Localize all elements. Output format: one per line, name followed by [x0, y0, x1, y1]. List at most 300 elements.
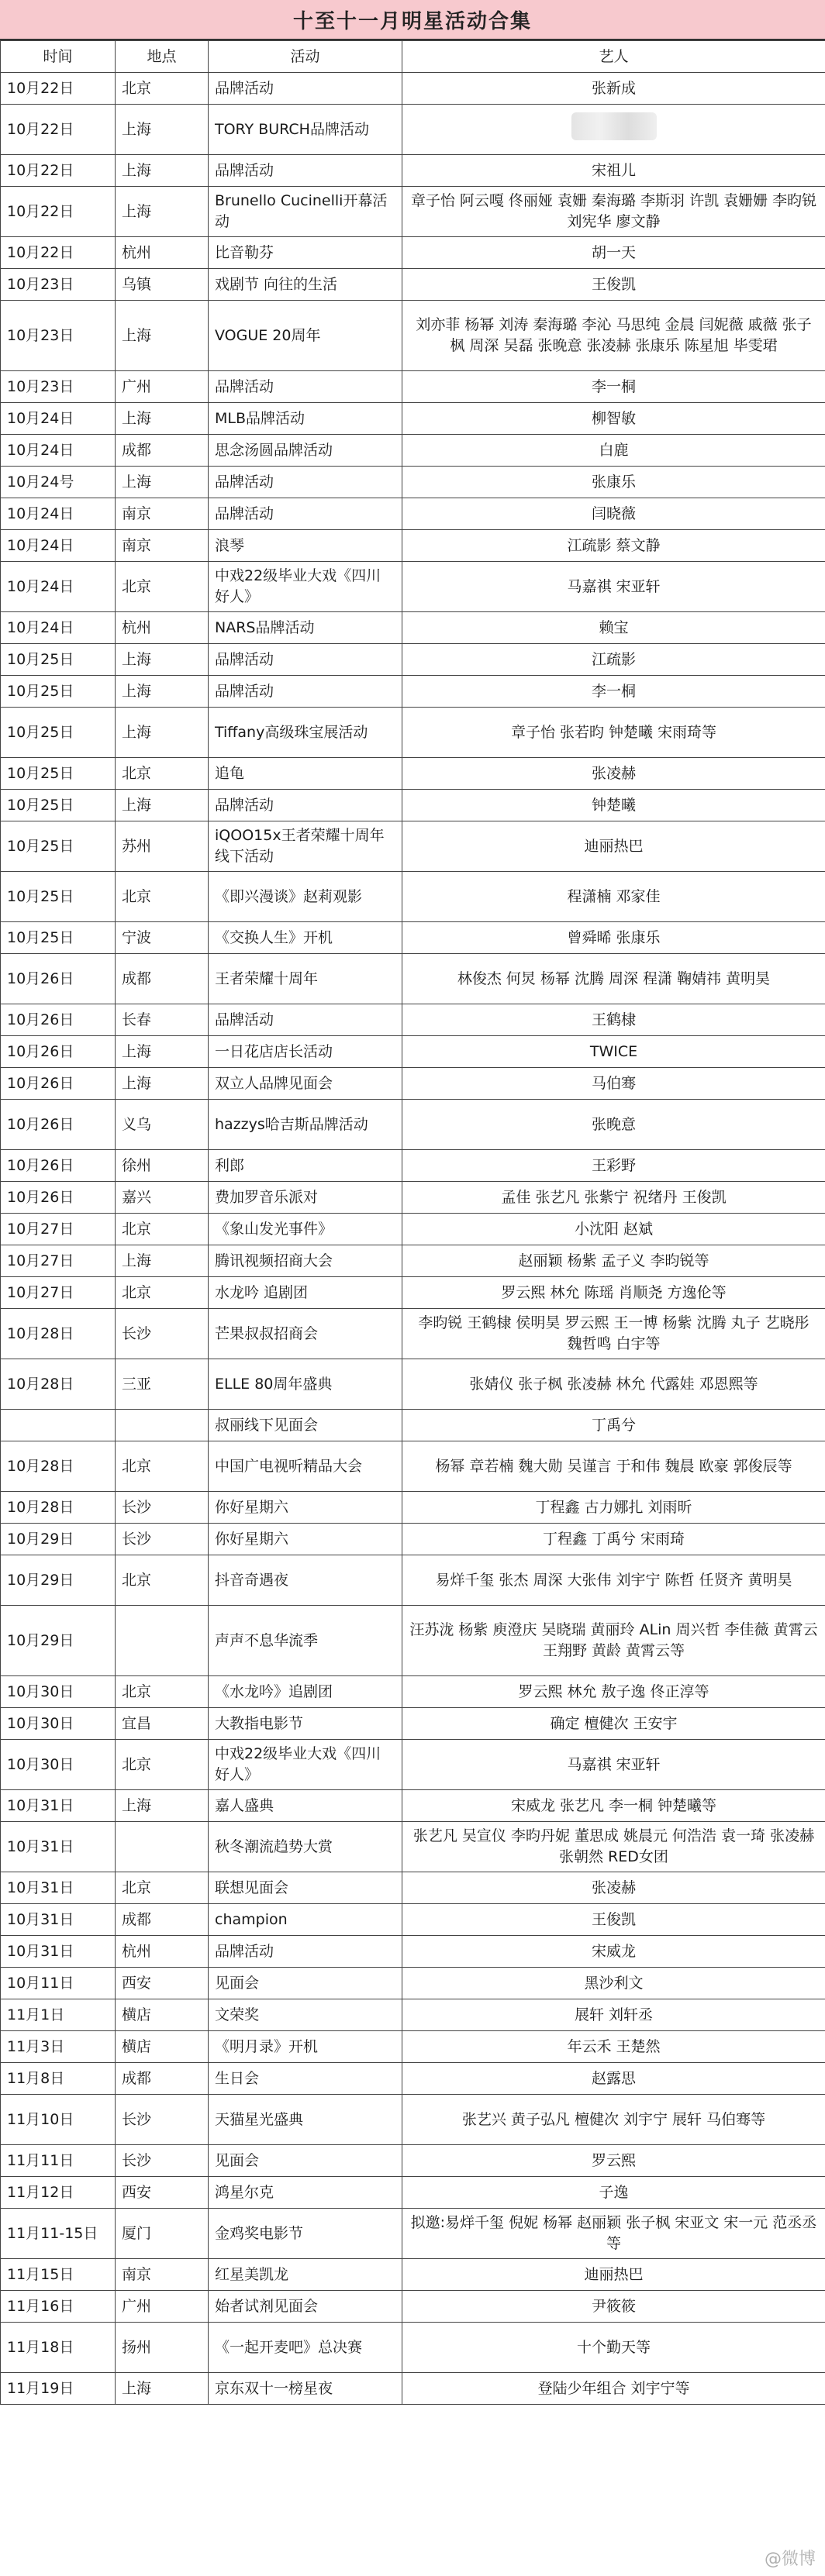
cell-date: 10月25日	[1, 790, 116, 821]
cell-activity: 你好星期六	[209, 1524, 402, 1555]
cell-location: 北京	[116, 73, 209, 105]
cell-artists: 李昀锐 王鹤棣 侯明昊 罗云熙 王一博 杨紫 沈腾 丸子 艺晓彤 魏哲鸣 白宇等	[402, 1309, 825, 1359]
cell-date: 10月25日	[1, 758, 116, 790]
cell-location	[116, 1822, 209, 1872]
cell-artists: 杨幂 章若楠 魏大勋 吴谨言 于和伟 魏晨 欧豪 郭俊辰等	[402, 1441, 825, 1492]
cell-date: 10月24日	[1, 562, 116, 612]
cell-artists: 赖宝	[402, 612, 825, 644]
cell-activity: 声声不息华流季	[209, 1606, 402, 1676]
cell-activity: VOGUE 20周年	[209, 301, 402, 371]
table-row	[1, 1004, 825, 1036]
table-row	[1, 1822, 825, 1872]
cell-location: 南京	[116, 530, 209, 562]
cell-artists: 江疏影	[402, 644, 825, 676]
cell-location: 西安	[116, 1968, 209, 1999]
table-row	[1, 1524, 825, 1555]
table-row	[1, 301, 825, 371]
cell-location: 乌镇	[116, 269, 209, 301]
cell-location: 成都	[116, 1904, 209, 1936]
cell-date: 10月23日	[1, 269, 116, 301]
table-row	[1, 403, 825, 435]
cell-activity: 鸿星尔克	[209, 2177, 402, 2209]
cell-activity: 品牌活动	[209, 467, 402, 498]
cell-location: 宜昌	[116, 1708, 209, 1740]
table-row	[1, 1245, 825, 1277]
cell-date: 10月26日	[1, 1068, 116, 1100]
cell-date: 10月31日	[1, 1904, 116, 1936]
cell-activity: MLB品牌活动	[209, 403, 402, 435]
cell-location: 北京	[116, 1872, 209, 1904]
cell-date: 10月25日	[1, 644, 116, 676]
table-row	[1, 2373, 825, 2405]
cell-date: 10月26日	[1, 1100, 116, 1150]
cell-date: 11月15日	[1, 2259, 116, 2291]
cell-artists: 罗云熙	[402, 2145, 825, 2177]
cell-activity: Tiffany高级珠宝展活动	[209, 708, 402, 758]
table-row	[1, 498, 825, 530]
table-row	[1, 269, 825, 301]
table-row	[1, 371, 825, 403]
cell-activity: NARS品牌活动	[209, 612, 402, 644]
cell-artists: 罗云熙 林允 敖子逸 佟正淳等	[402, 1676, 825, 1708]
cell-activity: 生日会	[209, 2063, 402, 2095]
cell-artists: 章子怡 阿云嘎 佟丽娅 袁姗 秦海璐 李斯羽 许凯 袁姗姗 李昀锐 刘宪华 廖文静	[402, 187, 825, 237]
cell-location: 扬州	[116, 2323, 209, 2373]
table-row	[1, 1309, 825, 1359]
cell-location	[116, 1606, 209, 1676]
cell-artists: 子逸	[402, 2177, 825, 2209]
cell-date: 10月22日	[1, 73, 116, 105]
table-row	[1, 1100, 825, 1150]
cell-artists: 迪丽热巴	[402, 2259, 825, 2291]
cell-artists: 李一桐	[402, 371, 825, 403]
cell-activity: 红星美凯龙	[209, 2259, 402, 2291]
table-row	[1, 2259, 825, 2291]
cell-artists: 曾舜晞 张康乐	[402, 922, 825, 954]
cell-location: 杭州	[116, 237, 209, 269]
cell-activity: 追龟	[209, 758, 402, 790]
cell-activity: 浪琴	[209, 530, 402, 562]
cell-activity: 金鸡奖电影节	[209, 2209, 402, 2259]
cell-location: 上海	[116, 644, 209, 676]
cell-activity: 品牌活动	[209, 1936, 402, 1968]
cell-location: 北京	[116, 1555, 209, 1606]
table-row	[1, 1214, 825, 1245]
cell-location: 上海	[116, 2373, 209, 2405]
cell-activity: champion	[209, 1904, 402, 1936]
cell-location: 成都	[116, 435, 209, 467]
cell-location: 横店	[116, 2031, 209, 2063]
cell-date: 10月24日	[1, 530, 116, 562]
table-row	[1, 1555, 825, 1606]
cell-location: 上海	[116, 1245, 209, 1277]
table-row	[1, 73, 825, 105]
header-activity: 活动	[209, 41, 402, 73]
cell-activity: iQOO15x王者荣耀十周年线下活动	[209, 821, 402, 872]
cell-date: 11月12日	[1, 2177, 116, 2209]
cell-date: 10月30日	[1, 1676, 116, 1708]
cell-artists: 张凌赫	[402, 758, 825, 790]
cell-activity: 《象山发光事件》	[209, 1214, 402, 1245]
cell-artists: 易烊千玺 张杰 周深 大张伟 刘宇宁 陈哲 任贤齐 黄明昊	[402, 1555, 825, 1606]
cell-location: 义乌	[116, 1100, 209, 1150]
cell-location: 宁波	[116, 922, 209, 954]
cell-artists: 赵丽颖 杨紫 孟子义 李昀锐等	[402, 1245, 825, 1277]
cell-date: 10月26日	[1, 1182, 116, 1214]
cell-date: 10月22日	[1, 105, 116, 155]
cell-location: 上海	[116, 105, 209, 155]
cell-activity: 见面会	[209, 1968, 402, 1999]
cell-artists: 刘亦菲 杨幂 刘涛 秦海璐 李沁 马思纯 金晨 闫妮薇 戚薇 张子枫 周深 吴磊 张晚意 张凌赫 张康乐 陈星旭 毕雯珺	[402, 301, 825, 371]
cell-location: 北京	[116, 1277, 209, 1309]
cell-activity: 《水龙吟》追剧团	[209, 1676, 402, 1708]
cell-artists: 登陆少年组合 刘宇宁等	[402, 2373, 825, 2405]
cell-date: 10月11日	[1, 1968, 116, 1999]
table-row	[1, 562, 825, 612]
cell-date: 10月27日	[1, 1245, 116, 1277]
cell-location: 横店	[116, 1999, 209, 2031]
cell-date: 10月24号	[1, 467, 116, 498]
cell-date: 10月27日	[1, 1277, 116, 1309]
cell-location: 上海	[116, 301, 209, 371]
table-row	[1, 530, 825, 562]
cell-activity: 腾讯视频招商大会	[209, 1245, 402, 1277]
cell-date: 11月19日	[1, 2373, 116, 2405]
schedule-body	[1, 73, 825, 2405]
header-date: 时间	[1, 41, 116, 73]
cell-date: 10月22日	[1, 155, 116, 187]
cell-artists: 张艺兴 黄子弘凡 檀健次 刘宇宁 展轩 马伯骞等	[402, 2095, 825, 2145]
cell-artists: 马嘉祺 宋亚轩	[402, 1740, 825, 1790]
cell-location: 厦门	[116, 2209, 209, 2259]
cell-artists: 展轩 刘轩丞	[402, 1999, 825, 2031]
cell-date: 10月24日	[1, 435, 116, 467]
cell-artists: 胡一天	[402, 237, 825, 269]
cell-artists	[402, 105, 825, 155]
cell-date: 10月25日	[1, 872, 116, 922]
header-row	[1, 41, 825, 73]
cell-artists: 江疏影 蔡文静	[402, 530, 825, 562]
cell-artists: 马伯骞	[402, 1068, 825, 1100]
cell-activity: 见面会	[209, 2145, 402, 2177]
cell-artists: 孟佳 张艺凡 张紫宁 祝绪丹 王俊凯	[402, 1182, 825, 1214]
cell-date: 11月8日	[1, 2063, 116, 2095]
table-row	[1, 155, 825, 187]
cell-location: 上海	[116, 1036, 209, 1068]
cell-location: 成都	[116, 954, 209, 1004]
cell-activity: 《一起开麦吧》总决赛	[209, 2323, 402, 2373]
cell-location: 上海	[116, 1068, 209, 1100]
table-row	[1, 1676, 825, 1708]
cell-activity: 《明月录》开机	[209, 2031, 402, 2063]
cell-location: 成都	[116, 2063, 209, 2095]
cell-activity: 利郎	[209, 1150, 402, 1182]
table-row	[1, 954, 825, 1004]
watermark: @微博	[764, 2550, 816, 2569]
table-row	[1, 1068, 825, 1100]
cell-location: 长沙	[116, 2145, 209, 2177]
cell-location: 长沙	[116, 1524, 209, 1555]
cell-artists: 闫晓薇	[402, 498, 825, 530]
cell-location: 北京	[116, 562, 209, 612]
cell-artists: 迪丽热巴	[402, 821, 825, 872]
cell-date: 10月23日	[1, 371, 116, 403]
header-artists: 艺人	[402, 41, 825, 73]
table-row	[1, 2095, 825, 2145]
schedule-table	[0, 40, 825, 2405]
cell-activity: 品牌活动	[209, 155, 402, 187]
table-row	[1, 758, 825, 790]
cell-activity: 始者试剂见面会	[209, 2291, 402, 2323]
cell-activity: Brunello Cucinelli开幕活动	[209, 187, 402, 237]
table-row	[1, 237, 825, 269]
cell-artists: TWICE	[402, 1036, 825, 1068]
cell-date: 10月29日	[1, 1524, 116, 1555]
table-row	[1, 1999, 825, 2031]
table-row	[1, 1968, 825, 1999]
cell-activity: 王者荣耀十周年	[209, 954, 402, 1004]
cell-artists: 汪苏泷 杨紫 庾澄庆 吴晓瑞 黄丽玲 ALin 周兴哲 李佳薇 黄霄云 王翔野 黄龄 黄霄云等	[402, 1606, 825, 1676]
table-row	[1, 790, 825, 821]
table-row	[1, 1359, 825, 1410]
cell-date: 11月18日	[1, 2323, 116, 2373]
cell-location: 上海	[116, 467, 209, 498]
table-row	[1, 1708, 825, 1740]
cell-location: 北京	[116, 1740, 209, 1790]
cell-artists: 确定 檀健次 王安宇	[402, 1708, 825, 1740]
table-row	[1, 612, 825, 644]
cell-activity: 《即兴漫谈》赵莉观影	[209, 872, 402, 922]
cell-activity: 品牌活动	[209, 676, 402, 708]
cell-date: 10月23日	[1, 301, 116, 371]
cell-artists: 林俊杰 何炅 杨幂 沈腾 周深 程潇 鞠婧祎 黄明昊	[402, 954, 825, 1004]
cell-date: 11月10日	[1, 2095, 116, 2145]
cell-location: 上海	[116, 676, 209, 708]
cell-artists: 柳智敏	[402, 403, 825, 435]
table-row	[1, 1277, 825, 1309]
cell-artists: 丁程鑫 丁禹兮 宋雨琦	[402, 1524, 825, 1555]
cell-artists: 罗云熙 林允 陈瑶 肖顺尧 方逸伦等	[402, 1277, 825, 1309]
cell-artists: 章子怡 张若昀 钟楚曦 宋雨琦等	[402, 708, 825, 758]
title-bar	[0, 0, 825, 40]
table-row	[1, 708, 825, 758]
header-location: 地点	[116, 41, 209, 73]
cell-location: 上海	[116, 187, 209, 237]
table-row	[1, 1904, 825, 1936]
cell-date: 10月25日	[1, 676, 116, 708]
cell-artists: 黑沙利文	[402, 1968, 825, 1999]
cell-activity: TORY BURCH品牌活动	[209, 105, 402, 155]
cell-artists: 王彩野	[402, 1150, 825, 1182]
cell-artists: 马嘉祺 宋亚轩	[402, 562, 825, 612]
cell-location: 广州	[116, 371, 209, 403]
cell-date: 10月22日	[1, 187, 116, 237]
cell-activity: 品牌活动	[209, 644, 402, 676]
cell-activity: 联想见面会	[209, 1872, 402, 1904]
table-row	[1, 2291, 825, 2323]
cell-artists: 李一桐	[402, 676, 825, 708]
cell-date: 10月28日	[1, 1309, 116, 1359]
cell-location: 上海	[116, 708, 209, 758]
table-row	[1, 435, 825, 467]
cell-date: 10月26日	[1, 1036, 116, 1068]
cell-artists: 小沈阳 赵斌	[402, 1214, 825, 1245]
cell-activity: 大教指电影节	[209, 1708, 402, 1740]
cell-date: 11月1日	[1, 1999, 116, 2031]
cell-activity: 芒果叔叔招商会	[209, 1309, 402, 1359]
cell-activity: 戏剧节 向往的生活	[209, 269, 402, 301]
table-row	[1, 1606, 825, 1676]
cell-location: 北京	[116, 1676, 209, 1708]
cell-activity: 品牌活动	[209, 498, 402, 530]
cell-location: 上海	[116, 1790, 209, 1822]
cell-artists: 丁禹兮	[402, 1410, 825, 1441]
cell-location: 广州	[116, 2291, 209, 2323]
cell-date: 11月11-15日	[1, 2209, 116, 2259]
cell-date: 10月24日	[1, 612, 116, 644]
cell-location: 长春	[116, 1004, 209, 1036]
cell-activity: 比音勒芬	[209, 237, 402, 269]
cell-location	[116, 1410, 209, 1441]
cell-date: 10月27日	[1, 1214, 116, 1245]
cell-location: 上海	[116, 790, 209, 821]
cell-artists: 赵露思	[402, 2063, 825, 2095]
cell-activity: 京东双十一榜星夜	[209, 2373, 402, 2405]
cell-activity: ELLE 80周年盛典	[209, 1359, 402, 1410]
table-row	[1, 1790, 825, 1822]
cell-artists: 张新成	[402, 73, 825, 105]
cell-activity: 水龙吟 追剧团	[209, 1277, 402, 1309]
cell-date: 10月25日	[1, 922, 116, 954]
cell-artists: 丁程鑫 古力娜扎 刘雨昕	[402, 1492, 825, 1524]
cell-activity: 抖音奇遇夜	[209, 1555, 402, 1606]
cell-activity: 天猫星光盛典	[209, 2095, 402, 2145]
table-row	[1, 1492, 825, 1524]
cell-location: 嘉兴	[116, 1182, 209, 1214]
cell-activity: 秋冬潮流趋势大赏	[209, 1822, 402, 1872]
cell-artists: 宋祖儿	[402, 155, 825, 187]
cell-activity: 一日花店店长活动	[209, 1036, 402, 1068]
cell-location: 北京	[116, 872, 209, 922]
cell-activity: 品牌活动	[209, 371, 402, 403]
table-row	[1, 1936, 825, 1968]
cell-location: 上海	[116, 155, 209, 187]
cell-date: 10月24日	[1, 498, 116, 530]
cell-activity: hazzys哈吉斯品牌活动	[209, 1100, 402, 1150]
cell-location: 杭州	[116, 612, 209, 644]
table-row	[1, 1036, 825, 1068]
table-row	[1, 644, 825, 676]
cell-location: 上海	[116, 403, 209, 435]
table-row	[1, 1740, 825, 1790]
table-row	[1, 872, 825, 922]
cell-activity: 中戏22级毕业大戏《四川好人》	[209, 1740, 402, 1790]
cell-date: 10月31日	[1, 1872, 116, 1904]
cell-activity: 品牌活动	[209, 790, 402, 821]
table-row	[1, 105, 825, 155]
cell-date: 10月24日	[1, 403, 116, 435]
cell-date: 10月31日	[1, 1822, 116, 1872]
cell-activity: 品牌活动	[209, 1004, 402, 1036]
table-row	[1, 1150, 825, 1182]
cell-activity: 费加罗音乐派对	[209, 1182, 402, 1214]
cell-artists: 尹筱筱	[402, 2291, 825, 2323]
cell-artists: 宋威龙 张艺凡 李一桐 钟楚曦等	[402, 1790, 825, 1822]
cell-date: 10月26日	[1, 954, 116, 1004]
table-row	[1, 1182, 825, 1214]
cell-date: 10月30日	[1, 1740, 116, 1790]
table-row	[1, 187, 825, 237]
cell-location: 南京	[116, 498, 209, 530]
cell-activity: 叔丽线下见面会	[209, 1410, 402, 1441]
cell-date: 10月30日	[1, 1708, 116, 1740]
cell-date: 10月28日	[1, 1441, 116, 1492]
table-row	[1, 467, 825, 498]
cell-activity: 中戏22级毕业大戏《四川好人》	[209, 562, 402, 612]
cell-date: 11月11日	[1, 2145, 116, 2177]
cell-artists: 十个勤天等	[402, 2323, 825, 2373]
cell-location: 杭州	[116, 1936, 209, 1968]
table-row	[1, 2063, 825, 2095]
cell-activity: 品牌活动	[209, 73, 402, 105]
cell-activity: 嘉人盛典	[209, 1790, 402, 1822]
cell-location: 长沙	[116, 1309, 209, 1359]
cell-activity: 你好星期六	[209, 1492, 402, 1524]
table-row	[1, 2177, 825, 2209]
table-row	[1, 1410, 825, 1441]
cell-date: 10月28日	[1, 1359, 116, 1410]
table-row	[1, 2031, 825, 2063]
cell-date: 10月25日	[1, 821, 116, 872]
cell-artists: 宋威龙	[402, 1936, 825, 1968]
cell-activity: 双立人品牌见面会	[209, 1068, 402, 1100]
cell-date: 10月31日	[1, 1790, 116, 1822]
cell-activity: 《交换人生》开机	[209, 922, 402, 954]
cell-location: 长沙	[116, 2095, 209, 2145]
table-row	[1, 2209, 825, 2259]
cell-location: 长沙	[116, 1492, 209, 1524]
cell-date: 10月28日	[1, 1492, 116, 1524]
cell-artists: 王俊凯	[402, 1904, 825, 1936]
cell-date: 10月31日	[1, 1936, 116, 1968]
table-row	[1, 676, 825, 708]
cell-date: 10月25日	[1, 708, 116, 758]
cell-artists: 王俊凯	[402, 269, 825, 301]
cell-date: 10月29日	[1, 1606, 116, 1676]
table-row	[1, 1441, 825, 1492]
table-row	[1, 1872, 825, 1904]
page-title: 十至十一月明星活动合集	[292, 9, 532, 33]
cell-artists: 白鹿	[402, 435, 825, 467]
cell-artists: 张婧仪 张子枫 张凌赫 林允 代露娃 邓恩熙等	[402, 1359, 825, 1410]
cell-date: 11月16日	[1, 2291, 116, 2323]
cell-location: 三亚	[116, 1359, 209, 1410]
cell-date	[1, 1410, 116, 1441]
cell-artists: 张艺凡 吴宣仪 李昀丹妮 董思成 姚晨元 何浩浩 袁一琦 张凌赫 张朝然 RED女团	[402, 1822, 825, 1872]
cell-artists: 年云禾 王楚然	[402, 2031, 825, 2063]
table-row	[1, 821, 825, 872]
cell-artists: 张康乐	[402, 467, 825, 498]
table-row	[1, 922, 825, 954]
blurred-name	[571, 112, 657, 140]
cell-artists: 张晚意	[402, 1100, 825, 1150]
cell-artists: 王鹤棣	[402, 1004, 825, 1036]
cell-activity: 思念汤圆品牌活动	[209, 435, 402, 467]
cell-location: 徐州	[116, 1150, 209, 1182]
cell-date: 10月29日	[1, 1555, 116, 1606]
cell-location: 南京	[116, 2259, 209, 2291]
cell-artists: 程潇楠 邓家佳	[402, 872, 825, 922]
